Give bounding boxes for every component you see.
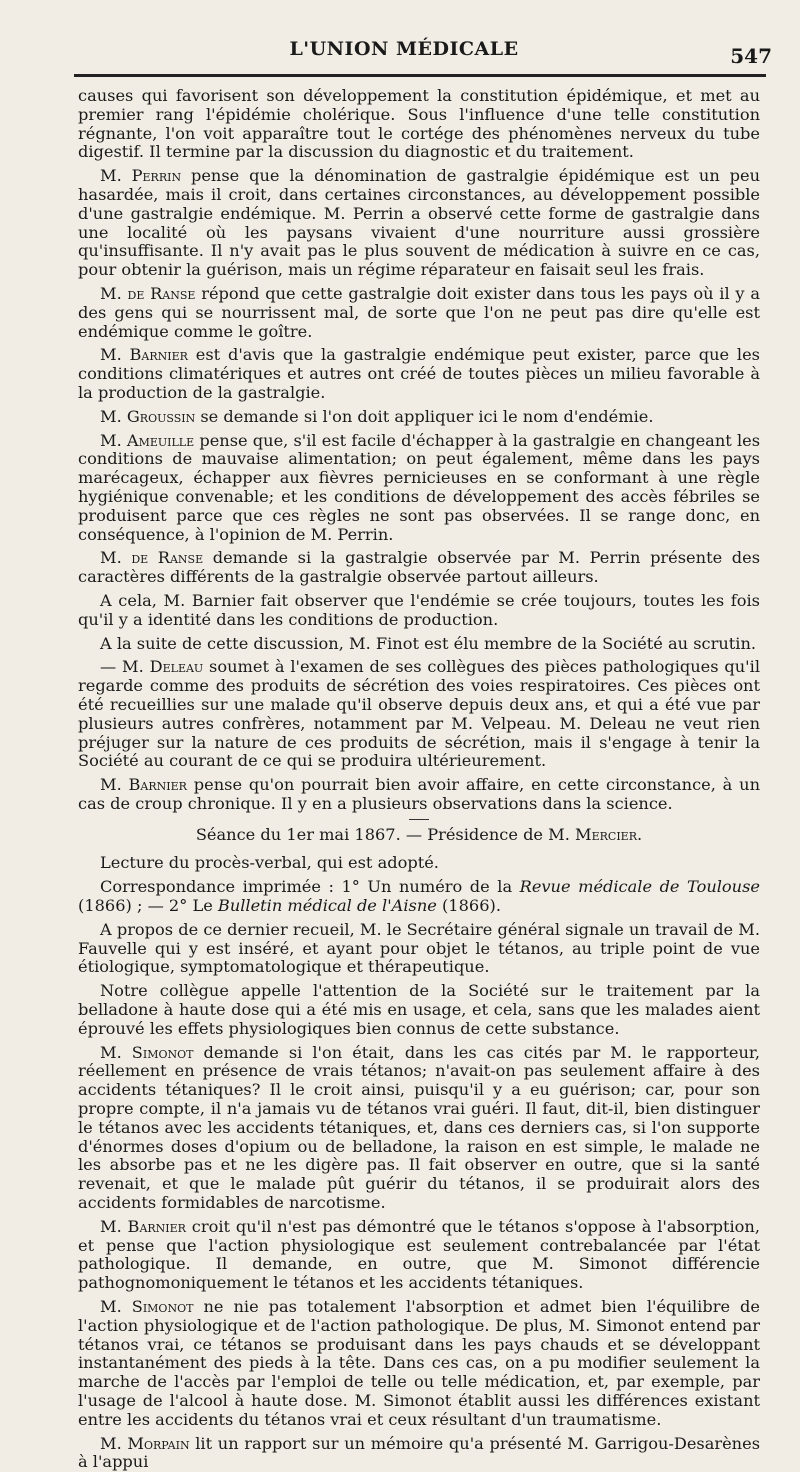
paragraph: A cela, M. Barnier fait observer que l'endémie se crée toujours, toutes les fois qu'il y a identité dans les conditions de production.: [78, 590, 760, 629]
speaker-name: M. de Ranse: [100, 548, 204, 568]
speaker-name: M. Barnier: [100, 345, 188, 365]
page-number: 547: [730, 44, 772, 68]
paragraph: causes qui favorisent son développement la constitution épidémique, et met au premier rang l'épidémie cholérique. Sous l'influence d'une telle constitution régnante, l'on voit apparaître tout le cortége des phénomènes nerveux du tube digestif. Il termine par la discussion du diagnostic et du traitement.: [78, 86, 760, 162]
speaker-name: M. Barnier: [100, 775, 187, 795]
paragraph: Lecture du procès-verbal, qui est adopté.: [100, 853, 439, 873]
speaker-name: M. de Ranse: [100, 283, 196, 303]
paragraph: Correspondance imprimée : 1° Un numéro de la Revue médicale de Toulouse (1866) ; — 2° Le Bulletin médical de l'Aisne (1866).: [78, 877, 760, 916]
session-heading: Séance du 1er mai 1867. — Présidence de M. Mercier.: [195, 824, 643, 844]
page-header: [78, 0, 772, 68]
paragraph: M. de Ranse répond que cette gastralgie doit exister dans tous les pays où il y a des gens qui se nourrissent mal, de sorte que l'on ne peut pas dire qu'elle est endémique comme le goître.: [78, 283, 761, 341]
header-rule: [74, 74, 766, 77]
president-name: Mercier: [575, 824, 637, 844]
speaker-name: M. Perrin: [100, 166, 182, 186]
paragraph: M. Simonot ne nie pas totalement l'absorption et admet bien l'équilibre de l'action physiologique et de l'action pathologique. De plus, M. Simonot entend par tétanos vrai, ce tétanos se produisant dans les pays chauds et se développant instantanément des pieds à la tête. Dans ces cas, on a pu modifier seulement la marche de l'accès par l'emploi de telle ou telle médication, et, par exemple, par l'usage de l'alcool à haute dose. M. Simonot établit aussi les différences existant entre les accidents du tétanos vrai et ceux résultant d'un traumatisme.: [78, 1297, 761, 1429]
speaker-name: M. Ameuille: [100, 430, 195, 450]
paragraph: — M. Deleau soumet à l'examen de ses collègues des pièces pathologiques qu'il regarde comme des produits de sécrétion des voies respiratoires. Ces pièces ont été recueillies sur une malade qu'il observe depuis deux ans, et qui a été vue par plusieurs autres confrères, notamment par M. Velpeau. M. Deleau ne veut rien préjuger sur la nature de ces produits de sécrétion, mais il s'engage à tenir la Société au courant de ce qui se produira ultérieurement.: [78, 657, 760, 771]
paragraph: M. Barnier est d'avis que la gastralgie endémique peut exister, parce que les conditions climatériques et autres ont créé de toutes pièces un milieu favorable à la production de la gastralgie.: [78, 345, 760, 402]
article-body: [78, 87, 760, 1472]
paragraph: M. Ameuille pense que, s'il est facile d'échapper à la gastralgie en changeant les conditions de mauvaise alimentation; on peut également, même dans les pays marécageux, échapper aux fièvres pernicieuses en se conformant à une règle hygiénique convenable; et les conditions de développement des accès fébriles se produisent parce que ces règles ne sont pas observées. Il se range donc, en conséquence, à l'opinion de M. Perrin.: [78, 430, 761, 544]
journal-title: L'UNION MÉDICALE: [289, 38, 519, 60]
speaker-name: — M. Deleau: [100, 657, 204, 677]
paragraph: Notre collègue appelle l'attention de la Société sur le traitement par la belladone à haute dose qui a été mis en usage, et cela, sans que les malades aient éprouvé les effets physiologiques bien connus de cette substance.: [78, 981, 760, 1038]
paragraph: M. Perrin pense que la dénomination de gastralgie épidémique est un peu hasardée, mais il croit, dans certaines circonstances, au développement possible d'une gastralgie endémique. M. Perrin a observé cette forme de gastralgie dans une localité où les paysans vivaient d'une nourriture aussi grossière qu'insuffisante. Il n'y avait pas le plus souvent de médication à suivre en ce cas, pour obtenir la guérison, mais un régime réparateur en faisait seul les frais.: [78, 166, 760, 280]
paragraph: M. Barnier croit qu'il n'est pas démontré que le tétanos s'oppose à l'absorption, et pense que l'action physiologique est seulement contrebalancée par l'état pathologique. Il demande, en outre, que M. Simonot différencie pathognomoniquement le tétanos et les accidents tétaniques.: [78, 1216, 760, 1293]
speaker-name: M. Simonot: [100, 1042, 194, 1062]
paragraph: M. Morpain lit un rapport sur un mémoire qu'a présenté M. Garrigou-Desarènes à l'appui: [78, 1433, 760, 1472]
section-divider: [409, 819, 429, 820]
paragraph: M. Groussin se demande si l'on doit appliquer ici le nom d'endémie.: [100, 406, 654, 426]
paragraph: M. de Ranse demande si la gastralgie observée par M. Perrin présente des caractères différents de la gastralgie observée partout ailleurs.: [78, 548, 761, 587]
paragraph: M. Barnier pense qu'on pourrait bien avoir affaire, en cette circonstance, à un cas de croup chronique. Il y en a plusieurs observations dans la science.: [78, 775, 760, 813]
paragraph: A la suite de cette discussion, M. Finot est élu membre de la Société au scrutin.: [100, 633, 757, 653]
speaker-name: M. Groussin: [100, 406, 196, 426]
paragraph: M. Simonot demande si l'on était, dans les cas cités par M. le rapporteur, réellement en présence de vrais tétanos; n'avait-on pas seulement affaire à des accidents tétaniques? Il le croit ainsi, puisqu'il y a eu guérison; car, pour son propre compte, il n'a jamais vu de tétanos vrai guéri. Il faut, dit-il, bien distinguer le tétanos avec les accidents tétaniques, et, dans ces derniers cas, si l'on supporte d'énormes doses d'opium ou de belladone, la raison en est simple, le malade ne les absorbe pas et ne les digère pas. Il fait observer en outre, que si la santé revenait, et que le malade pût guérir du tétanos, il se produirait alors des accidents formidables de narcotisme.: [78, 1042, 761, 1213]
journal-citation: Revue médicale de Toulouse: [519, 877, 760, 897]
speaker-name: M. Simonot: [100, 1297, 194, 1317]
speaker-name: M. Barnier: [100, 1216, 186, 1236]
paragraph: A propos de ce dernier recueil, M. le Secrétaire général signale un travail de M. Fauvelle qui y est inséré, et ayant pour objet le tétanos, au triple point de vue étiologique, symptomatologique et thérapeutique.: [78, 919, 760, 977]
journal-citation: Bulletin médical de l'Aisne: [217, 896, 437, 916]
speaker-name: M. Morpain: [100, 1433, 190, 1453]
